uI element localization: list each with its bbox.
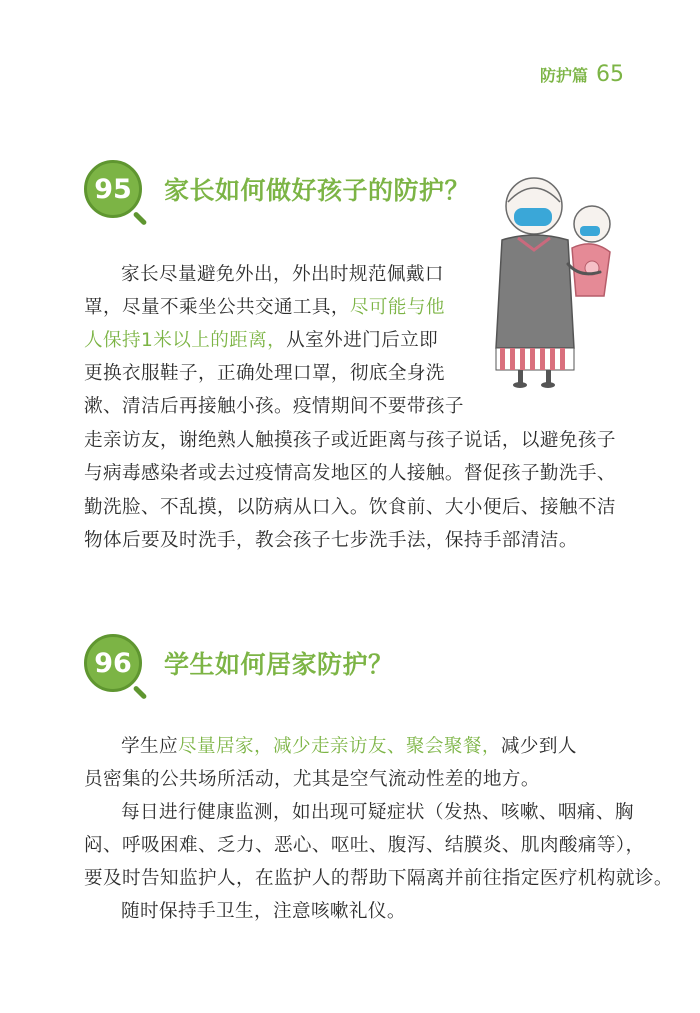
- parent-holding-child-illustration: [488, 168, 636, 390]
- question-title: 学生如何居家防护？: [164, 650, 394, 679]
- question-title: 家长如何做好孩子的防护？: [164, 176, 471, 205]
- q95-line: 罩，尽量不乘坐公共交通工具，尽可能与他: [84, 297, 445, 318]
- q95-line: 更换衣服鞋子，正确处理口罩，彻底全身洗: [84, 363, 445, 384]
- page-header: [540, 62, 624, 87]
- q95-line: 漱、清洁后再接触小孩。疫情期间不要带孩子: [84, 396, 464, 417]
- section-name: 防护篇: [539, 66, 588, 85]
- question-number-badge: 96: [84, 634, 142, 692]
- q95-line: 勤洗脸、不乱摸，以防病从口入。饮食前、大小便后、接触不洁: [84, 497, 616, 518]
- page-number: 65: [596, 62, 624, 87]
- q95-line: 走亲访友，谢绝熟人触摸孩子或近距离与孩子说话，以避免孩子: [84, 430, 616, 451]
- q96-line: 要及时告知监护人，在监护人的帮助下隔离并前往指定医疗机构就诊。: [84, 868, 673, 889]
- q96-line: 员密集的公共场所活动，尤其是空气流动性差的地方。: [84, 769, 540, 790]
- q96-line: 闷、呼吸困难、乏力、恶心、呕吐、腹泻、结膜炎、肌肉酸痛等），: [84, 835, 645, 856]
- q95-line: 与病毒感染者或去过疫情高发地区的人接触。督促孩子勤洗手、: [84, 463, 616, 484]
- question-96-heading: [84, 634, 394, 692]
- q96-line: 学生应尽量居家，减少走亲访友、聚会聚餐，减少到人: [121, 736, 577, 757]
- q95-line: 物体后要及时洗手，教会孩子七步洗手法，保持手部清洁。: [84, 530, 578, 551]
- question-95-heading: [84, 160, 470, 218]
- q95-line: 家长尽量避免外出，外出时规范佩戴口: [121, 264, 444, 285]
- q95-line: 人保持1米以上的距离，从室外进门后立即: [84, 330, 439, 351]
- q96-line: 每日进行健康监测，如出现可疑症状（发热、咳嗽、咽痛、胸: [121, 802, 634, 823]
- q96-line: 随时保持手卫生，注意咳嗽礼仪。: [121, 901, 406, 922]
- question-number-badge: 95: [84, 160, 142, 218]
